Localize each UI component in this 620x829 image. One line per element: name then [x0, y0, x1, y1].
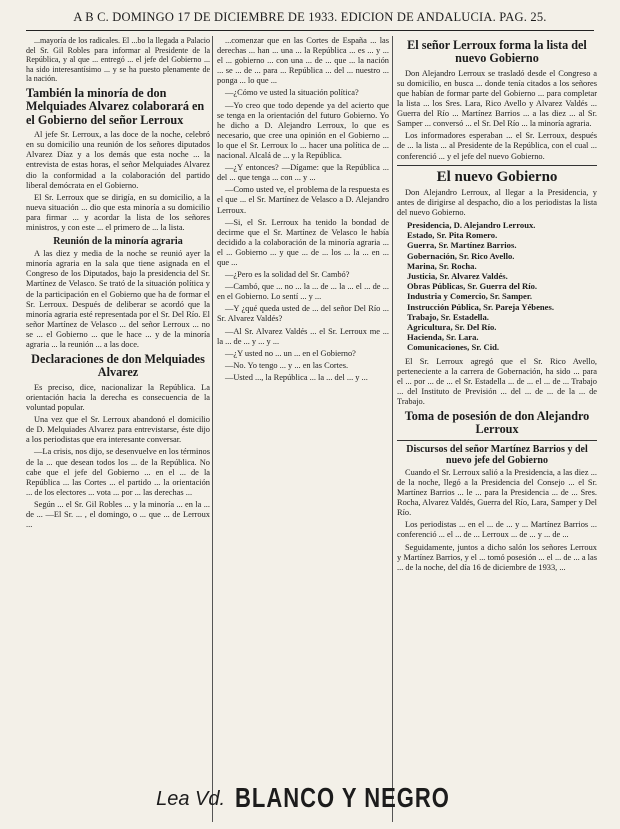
paragraph: ...comenzar que en las Cortes de España ... las derechas ... han ... una ... la República ... es ... y ... el ... gobierno ... con una ... de ... que ... la nación ... se ... de ... para ... República ... del ... nuestro ... ponga ... lo que ... [217, 36, 389, 86]
paragraph: —¿Pero es la solidad del Sr. Cambó? [225, 270, 350, 280]
heading-reunion-minoria-agraria: Reunión de la minoría agraria [53, 236, 183, 248]
paragraph: Don Alejandro Lerroux, al llegar a la Presidencia, y antes de dirigirse al despacho, dio a los periodistas la lista del nuevo Gobierno. [397, 187, 597, 217]
ad-blanco-y-negro: BLANCO Y NEGRO [235, 781, 450, 813]
cabinet-item: Justicia, Sr. Alvarez Valdés. [407, 270, 508, 281]
heading-tambien-minoria: También la minoría de don Melquiades Alvarez colaborará en el Gobierno del señor Lerroux [26, 85, 205, 127]
masthead: A B C. DOMINGO 17 DE DICIEMBRE DE 1933. EDICION DE ANDALUCIA. PAG. 25. [73, 10, 547, 24]
cabinet-item: Guerra, Sr. Martínez Barrios. [407, 240, 517, 251]
paragraph: —¿Cómo ve usted la situación política? [225, 88, 359, 98]
paragraph: —La crisis, nos dijo, se desenvuelve en los términos de la ... que desean todos los ... de la República. No cabe que el jefe del Gobierno ... en el ... de la República ... las Cortes ... el partido ... la orientación ... de los electores ... vota ... por ... las derechas ... [26, 447, 210, 497]
paragraph: —Cambó, que ... no ... la ... de ... la ... el ... de ... en el Gobierno. Lo sentí ... y ... [217, 282, 389, 302]
column-divider-1 [212, 36, 213, 822]
paragraph: —¿Y entonces? —Dígame: que la República ... del ... que tenga ... con ... y ... [217, 163, 389, 183]
masthead-rule [26, 30, 594, 31]
paragraph: Seguidamente, juntos a dicho salón los señores Lerroux y Martínez Barrios, y el ... tomó posesión ... el ... de ... a las ... de la noche, del día 16 de diciembre de 1933, ... [397, 542, 597, 572]
cabinet-item: Trabajo, Sr. Estadella. [407, 311, 489, 322]
paragraph: —¿Y usted no ... un ... en el Gobierno? [225, 348, 356, 358]
cabinet-item: Estado, Sr. Pita Romero. [407, 230, 498, 241]
paragraph: —No. Yo tengo ... y ... en las Cortes. [225, 360, 349, 370]
cabinet-item: Marina, Sr. Rocha. [407, 260, 477, 271]
cabinet-item: Presidencia, D. Alejandro Lerroux. [407, 219, 536, 230]
cabinet-item: Hacienda, Sr. Lara. [407, 332, 479, 343]
cabinet-item: Industria y Comercio, Sr. Samper. [407, 291, 533, 302]
cabinet-item: Instrucción Pública, Sr. Pareja Yébenes. [407, 301, 554, 312]
cabinet-item: Gobernación, Sr. Rico Avello. [407, 250, 515, 261]
paragraph: —Si, el Sr. Lerroux ha tenido la bondad de decirme que el Sr. Martínez de Velasco le había decidido a la colaboración de la minoría agraria ... el ... Gobierno ... y que ... de ... los ... la ... en ... que ... [217, 217, 389, 267]
cabinet-list [407, 220, 597, 353]
column-3 [397, 36, 597, 822]
heading-nuevo-gobierno: El nuevo Gobierno [436, 168, 558, 185]
heading-toma-posesion: Toma de posesión de don Alejandro Lerroux [404, 409, 590, 437]
paragraph: Según ... el Sr. Gil Robles ... y la minoría ... en la ... de ... —El Sr. ... , el domingo, o ... que ... de Lerroux ... [26, 499, 210, 530]
paragraph: Cuando el Sr. Lerroux salió a la Presidencia, a las diez ... de la noche, llegó a la Presidencia del Consejo ... el Sr. Martínez Barrios ... le ... para la Presidencia ... de ... Sres. Rocha, Alvarez Valdés, Guerra del Río, Lara, Samper y Del Río. [397, 467, 597, 518]
paragraph: Los periodistas ... en el ... de ... y ... Martínez Barrios ... conferenció ... el ... de ... Lerroux ... de ... y ... de ... [397, 520, 597, 540]
column-1 [26, 36, 210, 822]
ad-lea-vd: Lea Vd. [156, 788, 226, 810]
paragraph: —Al Sr. Alvarez Valdés ... el Sr. Lerroux me ... la ... de ... y ... y ... [217, 326, 389, 346]
paragraph: Los informadores esperaban ... el Sr. Lerroux, después de ... la lista ... al Presidente de la República, con el cual ... conferenció ... y el jefe del nuevo Gobierno. [397, 131, 597, 161]
heading-lerroux-forma-lista: El señor Lerroux forma la lista del nuevo Gobierno [407, 38, 587, 66]
paragraph: Don Alejandro Lerroux se trasladó desde el Congreso a su domicilio, en busca ... donde tenía citados a los señores que habían de formar parte del Gobierno ... para completar la lista ... los Sres. Lara, Rico Avello y Alvarez Valdés ... Guerra del Río ... Martínez Barrios ... a las diez ... al Sr. Samper ... conversó ... el Sr. Del Río ... la minoría agraria. [397, 68, 597, 129]
cabinet-item: Comunicaciones, Sr. Cid. [407, 342, 500, 353]
paragraph: El Sr. Lerroux agregó que el Sr. Rico Avello, perteneciente a la carrera de Gobernación, ha sido ... para el ... por ... de ... el Sr. Estadella ... de ... el ... de ... Trabajo ... del Instituto de Previsión ... del ... de ... de la ... de Trabajo. [397, 356, 597, 406]
section-rule [397, 165, 597, 166]
column-2 [217, 36, 389, 764]
paragraph: Una vez que el Sr. Lerroux abandonó el domicilio de D. Melquiades Alvarez para entrevistarse, éste dijo a los periodistas que era interesante conversar. [26, 415, 210, 445]
paragraph: El Sr. Lerroux que se dirigía, en su domicilio, a la nueva situación ... dio que esta minoría a su domicilio para firmar ... y acordar la lista de los señores ministros, y con este ... el primero de ... la lista. [26, 192, 210, 233]
paragraph: Es preciso, dice, nacionalizar la República. La orientación hacia la derecha es consecuencia de la voluntad popular. [26, 382, 210, 413]
paragraph: —Yo creo que todo depende ya del acierto que se tenga en la orientación del futuro Gobierno. Yo he dicho a D. Alejandro Lerroux, lo que es necesario, que cree una opinión en el Gobierno ... lo que el Sr. Lerroux lo ... hacer una política de ... nacional. Alcalá de ... y la República. [217, 100, 389, 161]
col1-intro: ...mayoría de los radicales. El ...bo la llegada a Palacio del Sr. Gil Robles para informar al Presidente de la República, y al que ... entregó ... el jefe del Gobierno ... ha sido interesantísimo ... y se ha puesto plenamente de la nación. [26, 36, 210, 84]
cabinet-item: Agricultura, Sr. Del Río. [407, 321, 497, 332]
paragraph: A las diez y media de la noche se reunió ayer la minoría agraria en la sala que tiene asignada en el Congreso de los Diputados, bajo la presidencia del Sr. Martínez de Velasco. Se trató de la situación política y de la participación en el Gobierno que ha de formar el Sr. Lerroux. Después de deliberar se acordó que la minoría agraria esté representada por el Sr. Del Río. El señor Martínez de Velasco ... del señor Lerroux ... no se ... el Gobierno ... que le hace ... y de la minoría agraria ... la reunión ... a las doce. [26, 249, 210, 349]
heading-declaraciones: Declaraciones de don Melquiades Alvarez [31, 352, 205, 380]
paragraph: Al jefe Sr. Lerroux, a las doce de la noche, celebró en su domicilio una reunión de los señores diputados Alvarez Díaz y a los demás que esta noche ... la entrevista de estas horas, el señor Melquiades Alvarez dio la conformidad a la colaboración del partido liberal demócrata en el Gobierno. [26, 130, 210, 190]
blanco-y-negro-ad [156, 776, 450, 820]
section-rule [397, 440, 597, 441]
paragraph: —Usted ..., la República ... la ... del ... y ... [225, 372, 368, 382]
paragraph: —Como usted ve, el problema de la respuesta es el que ... el Sr. Martínez de Velasco a D. Alejandro Lerroux. [217, 185, 389, 215]
paragraph: —Y ¿qué queda usted de ... del señor Del Río ... Sr. Alvarez Valdés? [217, 304, 389, 324]
cabinet-item: Obras Públicas, Sr. Guerra del Río. [407, 281, 538, 292]
heading-discursos: Discursos del señor Martínez Barrios y del nuevo jefe del Gobierno [406, 443, 588, 466]
column-divider-2 [392, 36, 393, 822]
